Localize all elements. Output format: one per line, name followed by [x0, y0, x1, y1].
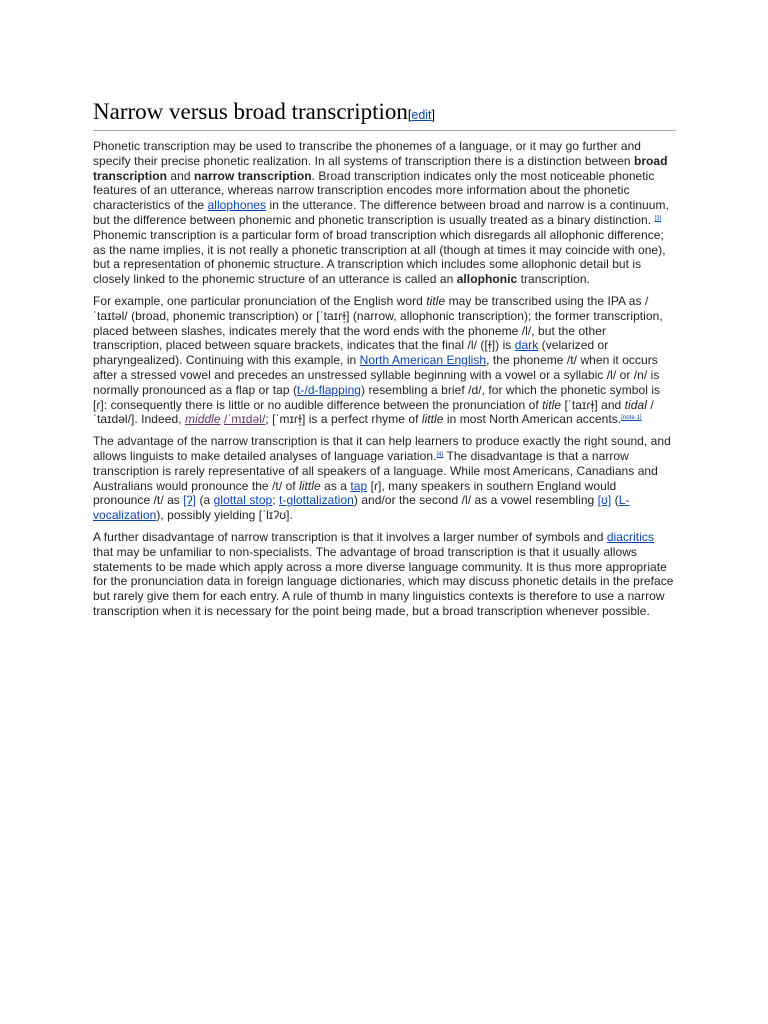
- reference-4[interactable]: [4]: [436, 451, 444, 458]
- link-middle[interactable]: middle: [184, 412, 221, 427]
- word-title: title: [426, 293, 446, 308]
- link-north-american-english[interactable]: North American English: [359, 353, 487, 368]
- link-glottal-symbol[interactable]: [ʔ]: [183, 493, 197, 508]
- link-t-d-flapping[interactable]: t-/d-flapping: [297, 382, 362, 397]
- word-little-2: little: [299, 478, 321, 493]
- link-vowel-symbol[interactable]: [ʊ]: [597, 493, 612, 508]
- term-broad-transcription: broad transcription: [93, 153, 668, 183]
- link-glottal-stop[interactable]: glottal stop: [213, 493, 273, 508]
- link-t-glottalization[interactable]: t-glottalization: [279, 493, 354, 508]
- section-heading: [93, 98, 676, 131]
- article-section: [93, 98, 676, 626]
- link-l-vocalization[interactable]: L-vocalization: [93, 493, 630, 523]
- reference-3[interactable]: [3]: [654, 215, 662, 222]
- link-allophones[interactable]: allophones: [207, 198, 267, 213]
- link-middle-ipa[interactable]: /ˈmɪdəl/: [224, 412, 266, 427]
- link-diacritics[interactable]: diacritics: [606, 529, 655, 544]
- link-tap[interactable]: tap: [350, 478, 368, 493]
- term-narrow-transcription: narrow transcription: [193, 168, 312, 183]
- link-dark[interactable]: dark: [514, 338, 539, 353]
- section-title: Narrow versus broad transcription: [93, 99, 408, 124]
- paragraph-4: A further disadvantage of narrow transcription is that it involves a larger number of symbols and diacritics that may be unfamiliar to non-specialists. The advantage of broad transcription is that it usually allows statements to be made which apply across a more diverse language community. It is thus more appropriate for the pronunciation data in foreign language dictionaries, which may discuss phonetic details in the preface but rarely give them for each entry. A rule of thumb in many linguistics contexts is therefore to use a narrow transcription when it is necessary for the point being made, but a broad transcription whenever possible.: [93, 529, 674, 618]
- paragraph-1: Phonetic transcription may be used to transcribe the phonemes of a language, or it may go further and specify their precise phonetic realization. In all systems of transcription there is a distinction between broad transcription and narrow transcription. Broad transcription indicates only the most noticeable phonetic features of an utterance, whereas narrow transcription encodes more information about the phonetic characteristics of the allophones in the utterance. The difference between broad and narrow is a continuum, but the difference between phonemic and phonetic transcription is usually treated as a binary distinction. [3] Phonemic transcription is a particular form of broad transcription which disregards all allophonic difference; as the name implies, it is not really a phonetic transcription at all (though at times it may coincide with one), but a representation of phonemic structure. A transcription which includes some allophonic detail but is closely linked to the phonemic structure of an utterance is called an allophonic transcription.: [93, 139, 669, 287]
- note-1[interactable]: [note 1]: [621, 415, 642, 422]
- paragraph-3: The advantage of the narrow transcription is that it can help learners to produce exactly the right sound, and allows linguists to make detailed analyses of language variation.[4] The disadvantage is that a narrow transcription is rarely representative of all speakers of a language. While most Americans, Canadians and Australians would pronounce the /t/ of little as a tap [ɾ], many speakers in southern England would pronounce /t/ as [ʔ] (a glottal stop; t-glottalization) and/or the second /l/ as a vowel resembling [ʊ] (L-vocalization), possibly yielding [ˈlɪʔʊ].: [93, 434, 671, 523]
- word-tidal: tidal: [624, 397, 647, 412]
- paragraph-2: For example, one particular pronunciation of the English word title may be transcribed using the IPA as /ˈtaɪtəl/ (broad, phonemic transcription) or [ˈtaɪɾɫ̩] (narrow, allophonic transcription); the former transcription, placed between slashes, indicates merely that the word ends with the phoneme /l/, but the other transcription, placed between square brackets, indicates that the final /l/ ([ɫ̩]) is dark (velarized or pharyngealized). Continuing with this example, in North American English, the phoneme /t/ when it occurs after a stressed vowel and precedes an unstressed syllable beginning with a vowel or a syllabic /l/ or /n/ is normally pronounced as a flap or tap (t-/d-flapping) resembling a brief /d/, for which the phonetic symbol is [ɾ]: consequently there is little or no audible difference between the pronunciation of title [ˈtaɪɾɫ̩] and tidal /ˈtaɪdəl/]. Indeed, middle /ˈmɪdəl/; [ˈmɪɾɫ̩] is a perfect rhyme of little in most North American accents.[note 1]: [93, 293, 663, 427]
- word-little: little: [421, 412, 444, 427]
- word-title-2: title: [542, 397, 562, 412]
- term-allophonic: allophonic: [456, 272, 518, 287]
- edit-link[interactable]: edit: [411, 108, 432, 122]
- edit-section: [edit]: [407, 108, 436, 122]
